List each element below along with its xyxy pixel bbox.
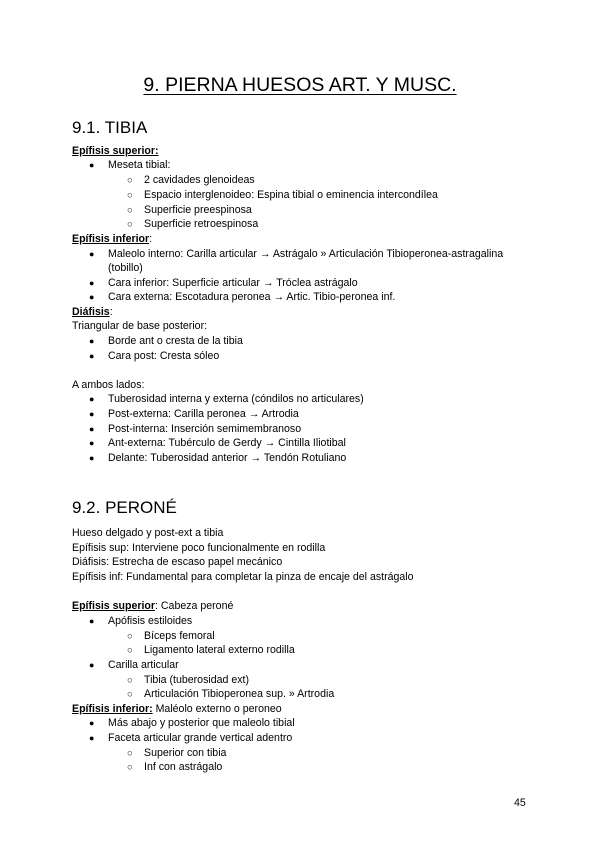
list-item: Carilla articular [108,659,179,671]
bullet-marker: ● [89,160,95,170]
subheading-epifisis-superior-perone [72,600,233,613]
section-heading-tibia: 9.1. TIBIA [72,118,148,137]
circle-marker: ○ [127,689,133,700]
bullet-marker: ● [89,660,95,670]
circle-marker: ○ [127,205,133,216]
list-item: Faceta articular grande vertical adentro [108,732,293,744]
list-item: Maleolo interno: Carilla articular → Astrágalo » Articulación Tibioperonea-astragalina [108,248,504,260]
bullet-marker: ● [89,438,95,448]
list-item: Espacio interglenoideo: Espina tibial o eminencia intercondílea [144,189,438,201]
list-item: Tibia (tuberosidad ext) [144,674,250,686]
bullet-marker: ● [89,409,95,419]
bullet-marker: ● [89,424,95,434]
bullet-marker: ● [89,453,95,463]
list-item: Cara externa: Escotadura peronea → Artic. Tibio-peronea inf. [108,291,396,303]
paragraph-line: Epífisis inf: Fundamental para completar la pinza de encaje del astrágalo [72,571,414,583]
list-item: Inf con astrágalo [144,761,223,773]
subheading-text: Epífisis inferior [72,233,150,245]
subheading-text: Epífisis superior [72,600,156,612]
subheading-text: Epífisis inferior: [72,703,153,715]
bullet-marker: ● [89,616,95,626]
list-item: Apófisis estiloides [108,615,193,627]
bullet-marker: ● [89,394,95,404]
subheading-rest: Maléolo externo o peroneo [152,703,282,715]
paragraph-line: Hueso delgado y post-ext a tibia [72,527,224,539]
subheading-epifisis-inferior-perone [72,703,282,716]
bullet-marker: ● [89,278,95,288]
list-item: Post-interna: Inserción semimembranoso [108,423,302,435]
page-title: 9. PIERNA HUESOS ART. Y MUSC. [143,74,457,96]
subheading-colon: : [109,306,113,318]
list-item: 2 cavidades glenoideas [144,174,255,186]
bullet-marker: ● [89,733,95,743]
subheading-text: Diáfisis [72,306,110,318]
bullet-marker: ● [89,336,95,346]
circle-marker: ○ [127,175,133,186]
paragraph-line: A ambos lados: [72,379,145,391]
subheading-diafisis [72,306,113,319]
subheading-epifisis-superior: Epífisis superior: [72,145,159,157]
bullet-marker: ● [89,718,95,728]
list-item: Tuberosidad interna y externa (cóndilos no articulares) [108,393,364,405]
list-item: Superficie retroespinosa [144,218,259,230]
list-item: Borde ant o cresta de la tibia [108,335,243,347]
list-item: Meseta tibial: [108,159,171,171]
list-item: Superficie preespinosa [144,204,252,216]
bullet-marker: ● [89,351,95,361]
paragraph-line: Epífisis sup: Interviene poco funcionalmente en rodilla [72,542,326,554]
list-item: Ant-externa: Tubérculo de Gerdy → Cintilla Iliotibal [108,437,346,449]
list-item: Más abajo y posterior que maleolo tibial [108,717,295,729]
list-item: Articulación Tibioperonea sup. » Artrodia [144,688,335,700]
bullet-marker: ● [89,249,95,259]
circle-marker: ○ [127,748,133,759]
paragraph-line: Triangular de base posterior: [72,320,208,332]
circle-marker: ○ [127,675,133,686]
page-number: 45 [514,797,526,809]
paragraph-line: Diáfisis: Estrecha de escaso papel mecánico [72,556,283,568]
circle-marker: ○ [127,645,133,656]
subheading-colon: : [149,233,153,245]
list-item-continuation: (tobillo) [108,262,143,274]
list-item: Superior con tibia [144,747,227,759]
list-item: Delante: Tuberosidad anterior → Tendón Rotuliano [108,452,347,464]
circle-marker: ○ [127,762,133,773]
section-heading-perone: 9.2. PERONÉ [72,498,177,517]
circle-marker: ○ [127,219,133,230]
list-item: Cara post: Cresta sóleo [108,350,220,362]
circle-marker: ○ [127,631,133,642]
subheading-epifisis-inferior [72,233,152,246]
list-item: Bíceps femoral [144,630,215,642]
list-item: Post-externa: Carilla peronea → Artrodia [108,408,299,420]
bullet-marker: ● [89,292,95,302]
list-item: Ligamento lateral externo rodilla [144,644,295,656]
circle-marker: ○ [127,190,133,201]
subheading-rest: : Cabeza peroné [155,600,234,612]
list-item: Cara inferior: Superficie articular → Tróclea astrágalo [108,277,358,289]
